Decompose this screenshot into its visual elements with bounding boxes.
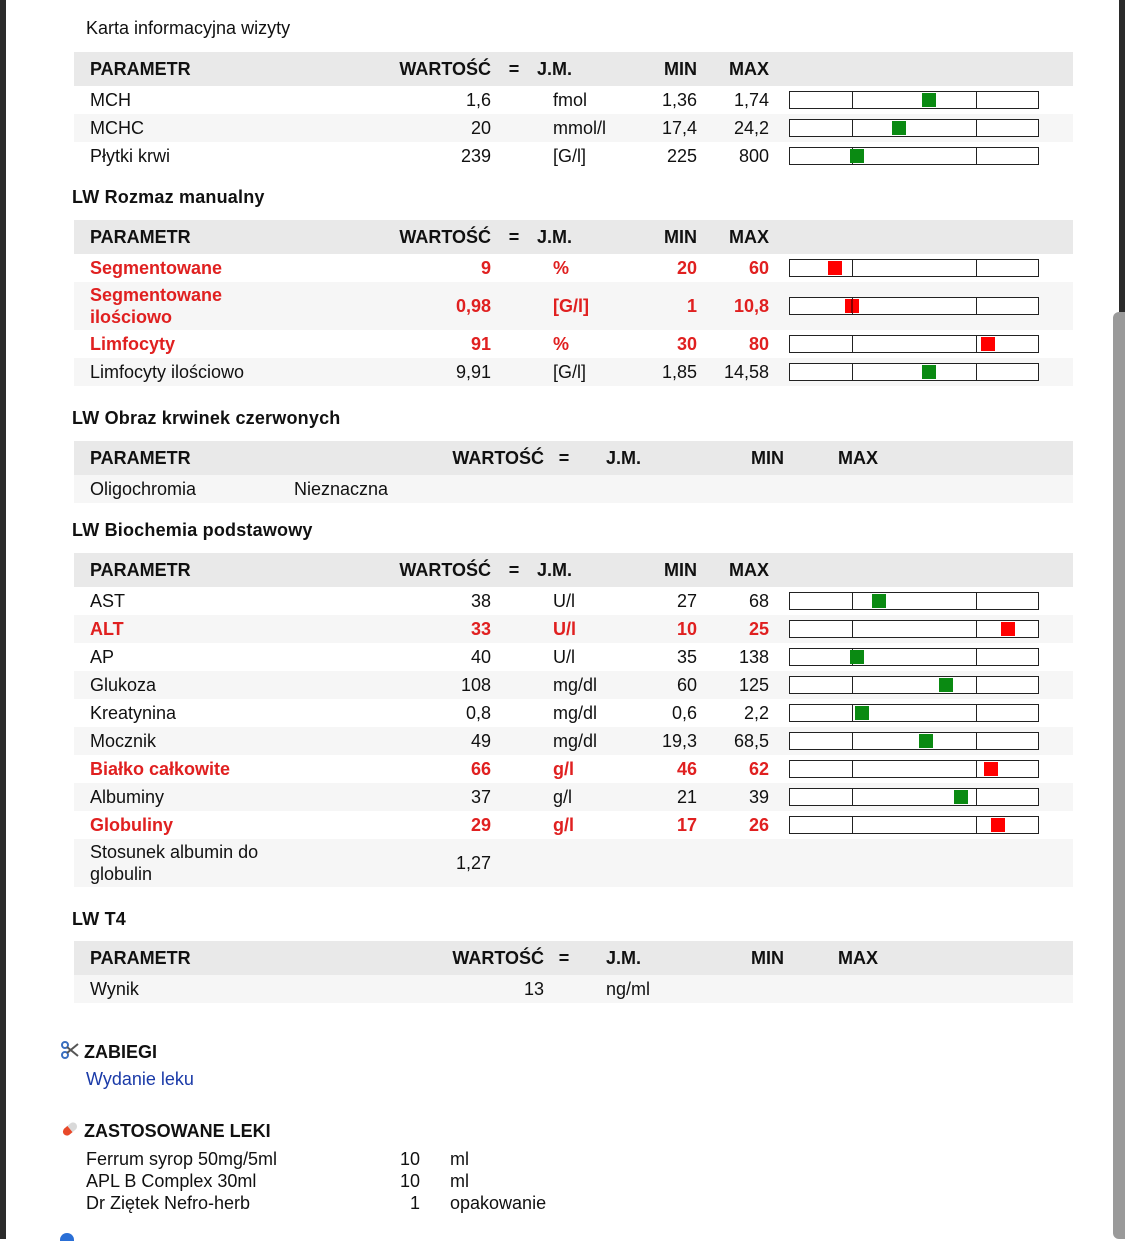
medication-unit: ml xyxy=(450,1149,469,1169)
cell-unit xyxy=(537,839,617,887)
cell-range xyxy=(783,699,1073,727)
cell-param: Limfocyty xyxy=(90,333,176,354)
scissors-icon xyxy=(60,1040,80,1065)
range-tick xyxy=(852,120,853,136)
table-header xyxy=(74,941,1073,975)
medication-unit: opakowanie xyxy=(450,1193,547,1213)
col-value: WARTOŚĆ xyxy=(304,553,491,587)
cell-range xyxy=(783,615,1073,643)
procedures-title: ZABIEGI xyxy=(84,1042,158,1062)
cell-value: 239 xyxy=(460,145,491,166)
cell-unit: mg/dl xyxy=(537,727,617,755)
cell-unit: fmol xyxy=(553,89,588,110)
cell-min: 17,4 xyxy=(617,114,697,142)
range-bar xyxy=(789,259,1039,277)
cell-value: 9 xyxy=(480,257,491,278)
range-tick xyxy=(976,705,977,721)
cell-range xyxy=(783,783,1073,811)
range-tick xyxy=(976,593,977,609)
range-tick xyxy=(852,621,853,637)
cell-value: 38 xyxy=(470,590,491,611)
range-tick xyxy=(976,817,977,833)
range-tick xyxy=(852,789,853,805)
col-value: WARTOŚĆ xyxy=(294,941,544,975)
cell-param: Segmentowane xyxy=(90,257,223,278)
col-value: WARTOŚĆ xyxy=(304,52,491,86)
range-tick xyxy=(976,298,977,314)
cell-param: AP xyxy=(90,646,115,667)
cell-param: Glukoza xyxy=(74,671,304,699)
cell-min: 10 xyxy=(617,615,697,643)
cell-min: 1,85 xyxy=(617,358,697,386)
col-max: MAX xyxy=(697,553,783,587)
range-tick xyxy=(976,649,977,665)
cell-value: 1,6 xyxy=(465,89,491,110)
cell-value: 13 xyxy=(294,975,544,1003)
medication-qty: 10 xyxy=(399,1171,420,1191)
cell-range xyxy=(783,671,1073,699)
cell-param: MCHC xyxy=(74,114,304,142)
next-section-icon xyxy=(60,1233,74,1241)
range-bar xyxy=(789,119,1039,137)
col-unit: J.M. xyxy=(537,52,617,86)
col-range xyxy=(783,220,1073,254)
medication-name: Ferrum syrop 50mg/5ml xyxy=(86,1149,278,1169)
table-row xyxy=(74,839,1073,887)
medications-list xyxy=(86,1148,546,1214)
range-tick xyxy=(976,677,977,693)
col-max: MAX xyxy=(784,941,884,975)
cell-range xyxy=(783,330,1073,358)
medication-item xyxy=(86,1192,546,1214)
cell-param: Oligochromia xyxy=(74,475,294,503)
cell-min: 19,3 xyxy=(617,727,697,755)
section-title-biochem: LW Biochemia podstawowy xyxy=(72,520,313,540)
col-eq: = xyxy=(491,52,537,86)
cell-max: 68 xyxy=(748,590,769,611)
section-title-smear: LW Rozmaz manualny xyxy=(72,187,265,207)
col-min: MIN xyxy=(704,941,784,975)
cell-unit: % xyxy=(553,333,570,354)
scrollbar-thumb[interactable] xyxy=(1113,312,1125,1239)
range-bar xyxy=(789,732,1039,750)
table-row xyxy=(74,783,1073,811)
range-tick xyxy=(852,336,853,352)
range-tick xyxy=(976,92,977,108)
cell-min: 30 xyxy=(676,333,697,354)
cell-max: 39 xyxy=(697,783,783,811)
cell-max: 10,8 xyxy=(697,282,783,330)
range-tick xyxy=(852,733,853,749)
range-marker xyxy=(850,650,864,664)
cell-min: 60 xyxy=(617,671,697,699)
table-row xyxy=(74,811,1073,839)
cell-unit: U/l xyxy=(553,590,575,611)
medications-header xyxy=(60,1119,271,1144)
cell-value: 0,98 xyxy=(304,282,491,330)
cell-value: 91 xyxy=(470,333,491,354)
range-tick xyxy=(852,761,853,777)
cell-unit: mg/dl xyxy=(537,671,617,699)
pill-icon xyxy=(60,1119,80,1144)
range-bar xyxy=(789,335,1039,353)
cell-unit: g/l xyxy=(553,758,574,779)
section-title-t4: LW T4 xyxy=(72,909,126,929)
range-bar xyxy=(789,676,1039,694)
table-row xyxy=(74,475,1073,503)
table-row xyxy=(74,975,1073,1003)
table-row xyxy=(74,587,1073,615)
range-tick xyxy=(852,817,853,833)
cell-max: 62 xyxy=(748,758,769,779)
range-tick xyxy=(976,761,977,777)
cell-param: MCH xyxy=(90,89,131,110)
cell-unit: U/l xyxy=(537,615,617,643)
table-row xyxy=(74,755,1073,783)
range-bar xyxy=(789,704,1039,722)
range-marker xyxy=(919,734,933,748)
table-row xyxy=(74,86,1073,114)
range-marker xyxy=(855,706,869,720)
cell-min: 20 xyxy=(676,257,697,278)
cell-value: 108 xyxy=(304,671,491,699)
col-eq: = xyxy=(544,441,584,475)
table-header xyxy=(74,220,1073,254)
medication-name: APL B Complex 30ml xyxy=(86,1171,257,1191)
range-tick xyxy=(852,677,853,693)
range-marker xyxy=(981,337,995,351)
table-header xyxy=(74,441,1073,475)
col-unit: J.M. xyxy=(537,220,617,254)
cell-max: 800 xyxy=(738,145,769,166)
table-row xyxy=(74,671,1073,699)
procedure-item-link[interactable]: Wydanie leku xyxy=(86,1069,194,1089)
range-bar xyxy=(789,760,1039,778)
cell-unit: mmol/l xyxy=(537,114,617,142)
section-title-rbc: LW Obraz krwinek czerwonych xyxy=(72,408,341,428)
cell-param: Białko całkowite xyxy=(90,758,231,779)
cell-param: Stosunek albumin do globulin xyxy=(74,839,304,887)
cell-range xyxy=(783,86,1073,114)
range-marker xyxy=(954,790,968,804)
col-param: PARAMETR xyxy=(74,941,294,975)
cell-range xyxy=(783,755,1073,783)
table-row xyxy=(74,254,1073,282)
cell-param: Globuliny xyxy=(90,814,173,835)
table-row xyxy=(74,727,1073,755)
range-tick xyxy=(976,733,977,749)
cell-value: 37 xyxy=(304,783,491,811)
medication-item xyxy=(86,1148,546,1170)
range-tick xyxy=(852,92,853,108)
medication-name: Dr Ziętek Nefro-herb xyxy=(86,1193,251,1213)
medications-title: ZASTOSOWANE LEKI xyxy=(84,1121,271,1141)
cell-value: 1,27 xyxy=(304,839,491,887)
cell-max: 24,2 xyxy=(697,114,783,142)
cell-max: 68,5 xyxy=(697,727,783,755)
cell-range xyxy=(783,643,1073,671)
range-tick xyxy=(852,260,853,276)
medication-qty: 10 xyxy=(399,1149,420,1169)
cell-unit: U/l xyxy=(553,646,575,667)
range-tick xyxy=(976,621,977,637)
col-min: MIN xyxy=(704,441,784,475)
range-bar xyxy=(789,788,1039,806)
col-param: PARAMETR xyxy=(74,52,304,86)
cell-value: 0,8 xyxy=(465,702,491,723)
range-marker xyxy=(922,93,936,107)
cell-unit: ng/ml xyxy=(584,975,704,1003)
cell-value: Nieznaczna xyxy=(294,475,1073,503)
cell-max: 1,74 xyxy=(733,89,769,110)
cell-min: 21 xyxy=(617,783,697,811)
cell-max: 14,58 xyxy=(697,358,783,386)
range-marker xyxy=(828,261,842,275)
table-row xyxy=(74,282,1073,330)
cell-range xyxy=(783,811,1073,839)
range-bar xyxy=(789,147,1039,165)
cell-unit: mg/dl xyxy=(553,702,598,723)
range-marker xyxy=(845,299,859,313)
range-bar xyxy=(789,620,1039,638)
col-param: PARAMETR xyxy=(74,220,304,254)
range-tick xyxy=(976,336,977,352)
cell-min: 1 xyxy=(617,282,697,330)
range-marker xyxy=(850,149,864,163)
cell-range xyxy=(783,727,1073,755)
cell-range xyxy=(783,142,1073,170)
cell-unit: [G/l] xyxy=(537,282,617,330)
range-tick xyxy=(976,120,977,136)
table-row xyxy=(74,699,1073,727)
cell-min: 0,6 xyxy=(671,702,697,723)
col-eq: = xyxy=(491,220,537,254)
range-bar xyxy=(789,363,1039,381)
cell-value: 49 xyxy=(304,727,491,755)
cell-value: 20 xyxy=(304,114,491,142)
range-tick xyxy=(976,260,977,276)
cell-value: 66 xyxy=(470,758,491,779)
table-header xyxy=(74,553,1073,587)
range-marker xyxy=(984,762,998,776)
range-tick xyxy=(976,789,977,805)
cell-param: Wynik xyxy=(74,975,294,1003)
table-row xyxy=(74,643,1073,671)
medication-item xyxy=(86,1170,546,1192)
cell-unit: [G/l] xyxy=(553,145,587,166)
table-row xyxy=(74,615,1073,643)
col-eq: = xyxy=(491,553,537,587)
range-bar xyxy=(789,648,1039,666)
cell-min: 46 xyxy=(676,758,697,779)
cell-min: 17 xyxy=(676,814,697,835)
cell-value: 9,91 xyxy=(304,358,491,386)
range-bar xyxy=(789,816,1039,834)
results-table-biochem xyxy=(74,553,1073,887)
cell-param: Płytki krwi xyxy=(90,145,170,166)
col-param: PARAMETR xyxy=(74,553,304,587)
cell-max: 2,2 xyxy=(743,702,769,723)
range-tick xyxy=(852,364,853,380)
range-marker xyxy=(939,678,953,692)
range-marker xyxy=(991,818,1005,832)
col-range xyxy=(783,52,1073,86)
cell-unit: % xyxy=(553,257,570,278)
procedures-header xyxy=(60,1040,157,1065)
page-title: Karta informacyjna wizyty xyxy=(86,18,291,38)
cell-value: 33 xyxy=(304,615,491,643)
table-header xyxy=(74,52,1073,86)
cell-range xyxy=(783,587,1073,615)
range-marker xyxy=(922,365,936,379)
cell-min: 225 xyxy=(666,145,697,166)
col-param: PARAMETR xyxy=(74,441,294,475)
cell-range xyxy=(783,254,1073,282)
cell-param: Limfocyty ilościowo xyxy=(74,358,304,386)
col-min: MIN xyxy=(617,52,697,86)
cell-min: 27 xyxy=(676,590,697,611)
range-bar xyxy=(789,592,1039,610)
cell-range xyxy=(783,114,1073,142)
cell-unit: g/l xyxy=(553,814,574,835)
results-table-rbc xyxy=(74,441,1073,503)
col-range xyxy=(783,553,1073,587)
cell-max: 80 xyxy=(748,333,769,354)
table-row xyxy=(74,330,1073,358)
cell-max: 125 xyxy=(697,671,783,699)
results-table-smear xyxy=(74,220,1073,386)
table-row xyxy=(74,142,1073,170)
cell-param: AST xyxy=(90,590,126,611)
col-unit: J.M. xyxy=(584,441,704,475)
cell-range xyxy=(783,358,1073,386)
cell-min: 35 xyxy=(676,646,697,667)
range-tick xyxy=(976,364,977,380)
results-table-blood xyxy=(74,52,1073,170)
cell-value: 40 xyxy=(470,646,491,667)
left-edge xyxy=(0,0,6,1239)
cell-value: 29 xyxy=(470,814,491,835)
col-max: MAX xyxy=(697,220,783,254)
col-value: WARTOŚĆ xyxy=(304,220,491,254)
col-min: MIN xyxy=(617,553,697,587)
cell-param: Segmentowane ilościowo xyxy=(74,282,304,330)
cell-max: 25 xyxy=(697,615,783,643)
range-bar xyxy=(789,297,1039,315)
range-tick xyxy=(852,705,853,721)
cell-unit: g/l xyxy=(537,783,617,811)
col-unit: J.M. xyxy=(584,941,704,975)
range-tick xyxy=(852,593,853,609)
range-bar xyxy=(789,91,1039,109)
cell-min xyxy=(617,839,697,887)
table-row xyxy=(74,114,1073,142)
cell-range xyxy=(783,839,1073,887)
cell-min: 1,36 xyxy=(661,89,697,110)
range-marker xyxy=(1001,622,1015,636)
col-max: MAX xyxy=(784,441,884,475)
results-table-t4 xyxy=(74,941,1073,1003)
cell-range xyxy=(783,282,1073,330)
col-unit: J.M. xyxy=(537,553,617,587)
medication-unit: ml xyxy=(450,1171,469,1191)
cell-max: 60 xyxy=(748,257,769,278)
cell-unit: [G/l] xyxy=(537,358,617,386)
cell-param: Kreatynina xyxy=(90,702,177,723)
range-tick xyxy=(976,148,977,164)
cell-max: 138 xyxy=(738,646,769,667)
cell-max xyxy=(697,839,783,887)
col-max: MAX xyxy=(697,52,783,86)
range-marker xyxy=(872,594,886,608)
col-value: WARTOŚĆ xyxy=(294,441,544,475)
col-eq: = xyxy=(544,941,584,975)
cell-param: Albuminy xyxy=(74,783,304,811)
table-row xyxy=(74,358,1073,386)
range-marker xyxy=(892,121,906,135)
cell-max: 26 xyxy=(748,814,769,835)
cell-param: ALT xyxy=(74,615,304,643)
medication-qty: 1 xyxy=(409,1193,420,1213)
col-min: MIN xyxy=(617,220,697,254)
cell-param: Mocznik xyxy=(74,727,304,755)
